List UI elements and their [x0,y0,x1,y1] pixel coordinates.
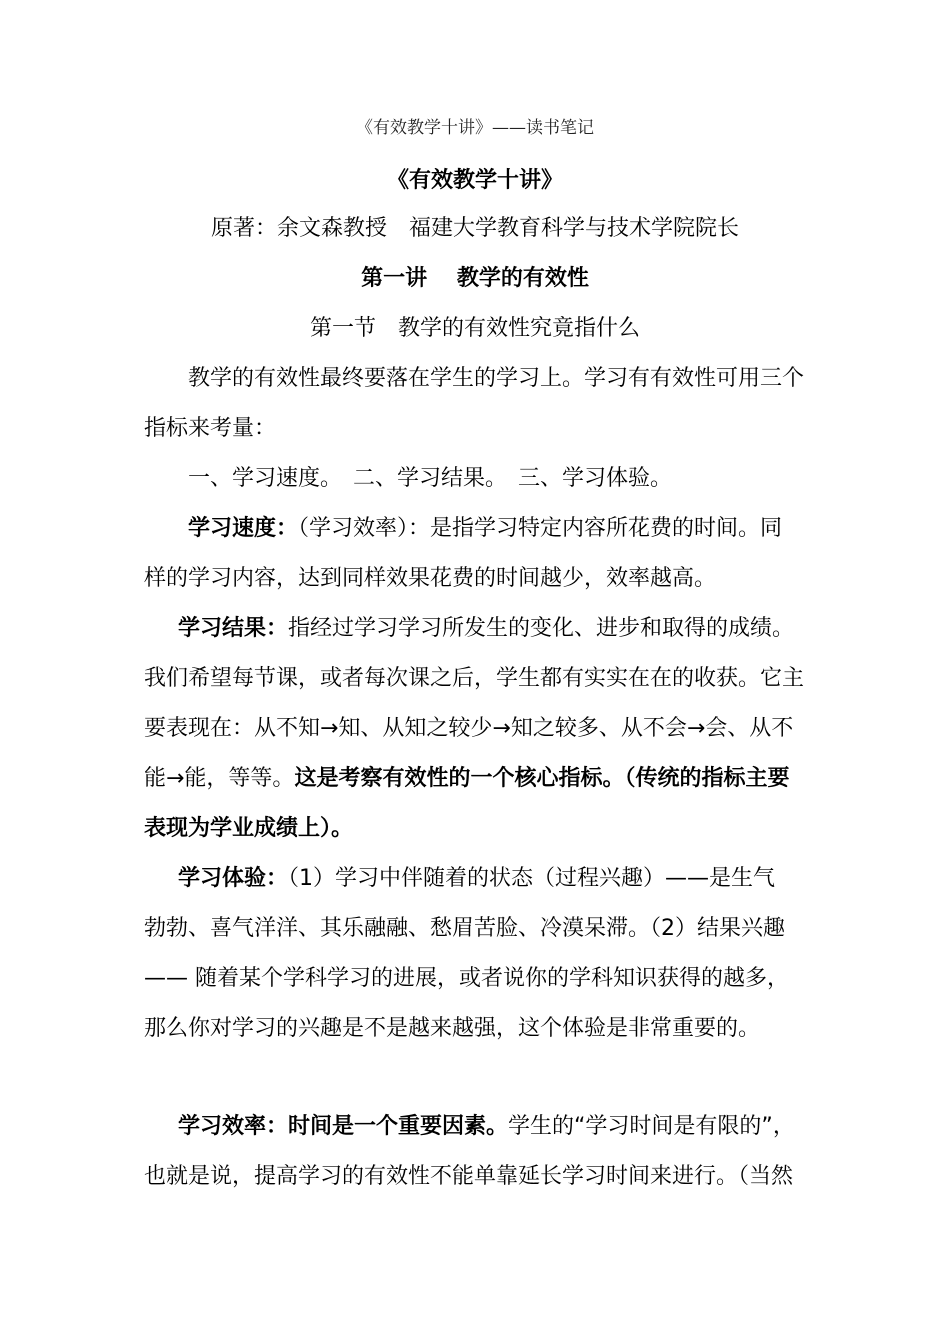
speed-line1 [188,514,782,544]
result-line3: 要表现在：从不知→知、从知之较少→知之较多、从不会→会、从不 [144,716,794,741]
speed-text: （学习效率）：是指学习特定内容所花费的时间。同 [298,516,783,541]
result-line4 [144,764,789,794]
result-text: 指经过学习学习所发生的变化、进步和取得的成绩。 [288,616,795,641]
result-line4-bold: 这是考察有效性的一个核心指标。（传统的指标主要 [294,766,790,791]
indicators-line: 一、学习速度。 二、学习结果。 三、学习体验。 [188,466,673,491]
result-line4-plain: 能→能，等等。 [144,766,295,791]
lecture-title: 第一讲 教学的有效性 [361,266,589,291]
efficiency-bold-text: 时间是一个重要因素。 [288,1114,509,1139]
experience-line1 [178,864,775,894]
result-line1 [178,614,794,644]
header-note: 《有效教学十讲》——读书笔记 [356,118,594,138]
result-label: 学习结果： [178,616,289,641]
author-line: 原著：余文森教授 福建大学教育科学与技术学院院长 [210,216,739,241]
result-line2: 我们希望每节课，或者每次课之后，学生都有实实在在的收获。它主 [144,666,805,691]
section-title: 第一节 教学的有效性究竟指什么 [309,316,640,341]
result-line5: 表现为学业成绩上）。 [144,816,354,841]
experience-line2: 勃勃、喜气洋洋、其乐融融、愁眉苦脸、冷漠呆滞。（2）结果兴趣 [144,916,785,941]
para1-line1: 教学的有效性最终要落在学生的学习上。学习有有效性可用三个 [188,366,805,391]
efficiency-line2: 也就是说，提高学习的有效性不能单靠延长学习时间来进行。（当然 [144,1164,794,1189]
experience-line3: —— 随着某个学科学习的进展，或者说你的学科知识获得的越多， [144,966,789,991]
efficiency-text: 学生的“学习时间是有限的”， [508,1114,795,1139]
efficiency-label: 学习效率： [178,1114,289,1139]
experience-text: （1）学习中伴随着的状态（过程兴趣）——是生气 [288,866,776,891]
experience-label: 学习体验： [178,866,289,891]
experience-line4: 那么你对学习的兴趣是不是越来越强，这个体验是非常重要的。 [144,1016,761,1041]
para1-line2: 指标来考量： [144,416,277,441]
document-title: 《有效教学十讲》 [386,168,563,193]
speed-line2: 样的学习内容，达到同样效果花费的时间越少，效率越高。 [144,566,717,591]
speed-label: 学习速度： [188,516,299,541]
efficiency-line1 [178,1112,795,1142]
